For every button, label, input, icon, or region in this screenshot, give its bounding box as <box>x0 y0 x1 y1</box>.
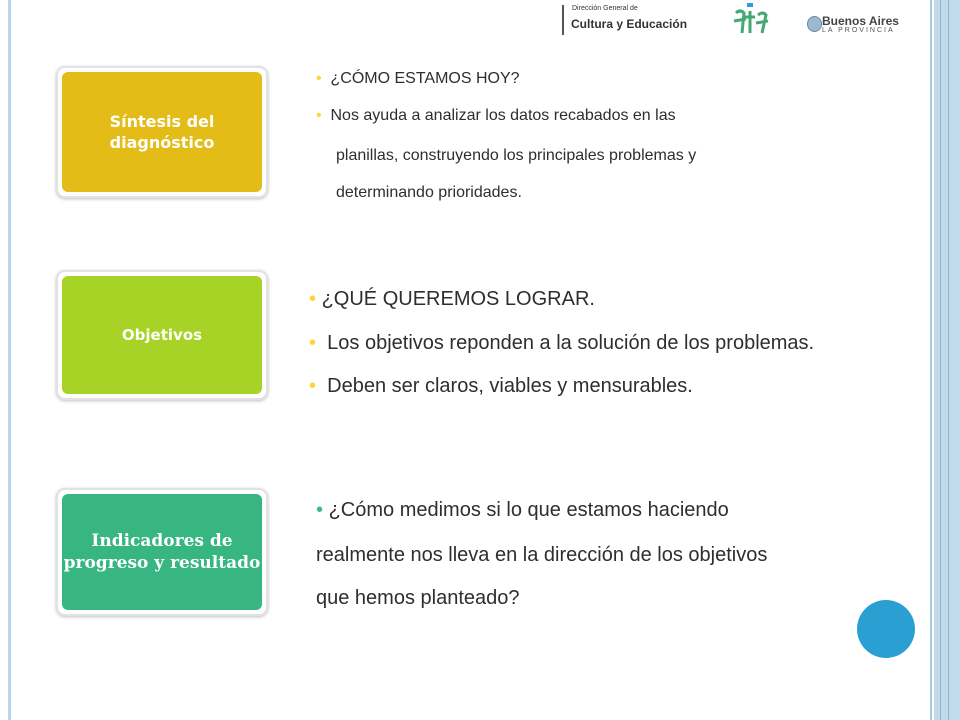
logo-buenos-aires-text: Buenos Aires <box>822 14 899 28</box>
sintesis-item-text: Nos ayuda a analizar los datos recabados en las <box>330 107 676 124</box>
sintesis-item-text: ¿CÓMO ESTAMOS HOY? <box>330 70 520 87</box>
objetivos-bullet-3 <box>309 375 693 398</box>
objetivos-item-text: Los objetivos reponden a la solución de los problemas. <box>327 332 815 354</box>
logo-direccion-text: Dirección General de <box>572 5 638 12</box>
province-seal-icon <box>807 16 822 32</box>
sintesis-line-4: determinando prioridades. <box>336 184 522 201</box>
right-frame-stripe <box>940 0 941 720</box>
objetivos-box-label: Objetivos <box>62 276 262 394</box>
sintesis-box <box>56 66 268 198</box>
objetivos-item-text: Deben ser claros, viables y mensurables. <box>327 375 693 397</box>
indicadores-line-3: que hemos planteado? <box>316 587 520 609</box>
bullet-icon: • <box>309 375 317 397</box>
bullet-icon: • <box>316 70 322 87</box>
logo-cultura-text: Cultura y Educación <box>571 17 688 31</box>
bullet-icon: • <box>316 499 324 521</box>
sintesis-line-3: planillas, construyendo los principales problemas y <box>336 147 697 164</box>
decorative-circle <box>857 600 915 658</box>
logo-divider <box>562 5 564 35</box>
bullet-icon: • <box>309 332 317 354</box>
right-frame-stripe <box>948 0 949 720</box>
indicadores-box <box>56 488 268 616</box>
sintesis-box-label: Síntesis del diagnóstico <box>62 72 262 192</box>
sintesis-bullet-1 <box>316 70 520 88</box>
objetivos-bullet-1 <box>309 288 595 311</box>
objetivos-box <box>56 270 268 400</box>
indicadores-line-2: realmente nos lleva en la dirección de los objetivos <box>316 544 768 566</box>
bullet-icon: • <box>309 288 317 310</box>
bullet-icon: • <box>316 107 322 124</box>
indicadores-box-label: Indicadores de progreso y resultado <box>62 494 262 610</box>
indicadores-bullet-1 <box>316 499 729 522</box>
logo-provincia-text: LA PROVINCIA <box>822 27 895 34</box>
objetivos-item-text: ¿QUÉ QUEREMOS LOGRAR. <box>321 288 595 310</box>
left-frame-line <box>8 0 11 720</box>
indicadores-item-text: ¿Cómo medimos si lo que estamos haciendo <box>328 499 729 521</box>
right-frame-line <box>930 0 932 720</box>
objetivos-bullet-2 <box>309 332 814 355</box>
sintesis-bullet-2 <box>316 107 676 125</box>
right-frame-band <box>934 0 960 720</box>
family-logo-icon <box>730 3 770 37</box>
